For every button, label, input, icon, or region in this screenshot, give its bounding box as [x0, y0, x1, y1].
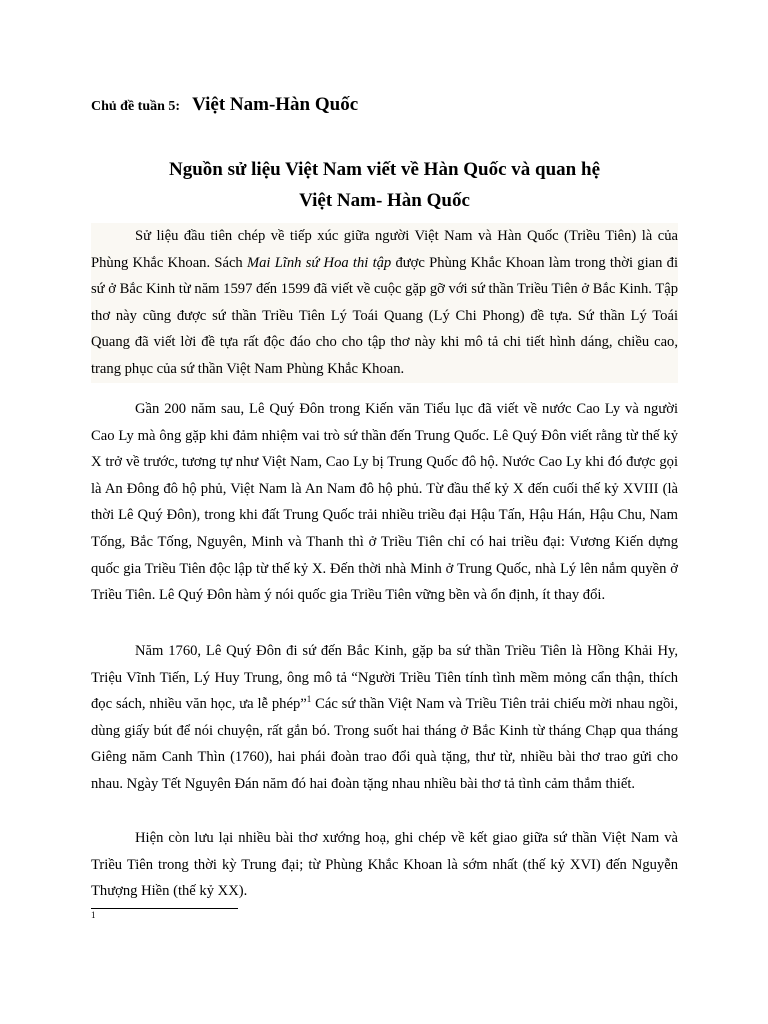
paragraph-1-text-b: được Phùng Khắc Khoan làm trong thời gian đi sứ ở Bắc Kinh từ năm 1597 đến 1599 đã viết về cuộc gặp gỡ với sứ thần Triều Tiên ở Bắc Kinh. Tập thơ này cũng được sứ thần Triều Tiên Lý Toái Quang (Lý Chi Phong) đề tựa. Sứ thần Lý Toái Quang đã viết lời đề tựa rất độc đáo cho cho tập thơ này khi mô tả chi tiết hình dáng, chiều cao, trang phục của sứ thần Việt Nam Phùng Khắc Khoan. [91, 254, 678, 377]
title-line-1: Nguồn sử liệu Việt Nam viết về Hàn Quốc và quan hệ [168, 159, 601, 180]
paragraph-1-text-a: Sử liệu đầu tiên chép về tiếp xúc giữa người Việt Nam và Hàn Quốc (Triều Tiên) là của Phùng Khắc Khoan. Sách [91, 228, 678, 271]
paragraph-3-text-b: Các sứ thần Việt Nam và Triều Tiên trải chiếu mời nhau ngồi, dùng giấy bút để nói chuyện, rất gắn bó. Trong suốt hai tháng ở Bắc Kinh từ tháng Chạp qua tháng Giêng năm Canh Thìn (1760), hai phái đoàn trao đổi quà tặng, thư từ, nhiều bài thơ trao gửi cho nhau. Ngày Tết Nguyên Đán năm đó hai đoàn tặng nhau nhiều bài thơ tả tình cảm thắm thiết. [91, 696, 679, 792]
document-title [91, 154, 678, 216]
footnote-number: 1 [91, 910, 96, 920]
paragraph-2: Gần 200 năm sau, Lê Quý Đôn trong Kiến văn Tiểu lục đã viết về nước Cao Ly và người Cao Ly mà ông gặp khi đảm nhiệm vai trò sứ thần đến Trung Quốc. Lê Quý Đôn viết rằng từ thế kỷ X trở về trước, tương tự như Việt Nam, Cao Ly bị Trung Quốc đô hộ. Nước Cao Ly khi đó được gọi là An Đông đô hộ phủ, Việt Nam là An Nam đô hộ phủ. Từ đầu thế kỷ X đến cuối thế kỷ XVIII (là thời Lê Quý Đôn), trong khi đất Trung Quốc trải nhiều triều đại Hậu Tấn, Hậu Hán, Hậu Chu, Nam Tống, Bắc Tống, Nguyên, Minh và Thanh thì ở Triều Tiên chỉ có hai triều đại: Vương Kiến dựng quốc gia Triều Tiên độc lập từ thế kỷ X. Đến thời nhà Minh ở Trung Quốc, nhà Lý lên nắm quyền ở Triều Tiên. Lê Quý Đôn hàm ý nói quốc gia Triều Tiên vững bền và ổn định, ít thay đổi. [91, 401, 678, 604]
paragraph-3 [91, 638, 678, 798]
week-label: Chủ đề tuần 5: [91, 99, 181, 114]
week-title: Việt Nam-Hàn Quốc [192, 94, 359, 115]
week-topic-line [91, 94, 358, 116]
book-title-italic: Mai Lĩnh sứ Hoa thi tập [246, 254, 392, 271]
footnote-reference[interactable]: 1 [306, 694, 312, 705]
paragraph-1 [91, 223, 678, 383]
paragraph-4: Hiện còn lưu lại nhiều bài thơ xướng hoạ, ghi chép về kết giao giữa sứ thần Việt Nam và Triều Tiên trong thời kỳ Trung đại; từ Phùng Khắc Khoan là sớm nhất (thế kỷ XVI) đến Nguyễn Thượng Hiền (thế kỷ XX). [91, 830, 678, 900]
footnote-separator [91, 908, 238, 909]
paragraph-3-text-a: Năm 1760, Lê Quý Đôn đi sứ đến Bắc Kinh, gặp ba sứ thần Triều Tiên là Hồng Khải Hy, Triệu Vĩnh Tiến, Lý Huy Trung, ông mô tả “Người Triều Tiên tính tình mềm mỏng cẩn thận, thích đọc sách, nhiều văn học, ưa lễ phép” [91, 643, 678, 713]
title-line-2: Việt Nam- Hàn Quốc [299, 190, 470, 211]
